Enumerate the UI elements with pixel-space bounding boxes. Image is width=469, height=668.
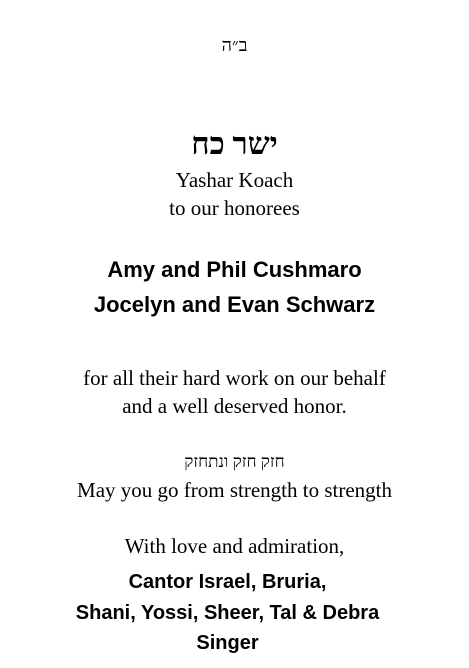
closing-line: With love and admiration,: [124, 534, 345, 558]
signature-line: Shani, Yossi, Sheer, Tal & Debra: [75, 602, 380, 624]
english-title: Yashar Koach: [175, 168, 294, 192]
bh-abbreviation: ב״ה: [221, 35, 248, 55]
signature-line: Cantor Israel, Bruria,: [128, 571, 327, 593]
signature-line: Singer: [196, 632, 259, 654]
honoree-line: Jocelyn and Evan Schwarz: [93, 292, 376, 317]
hebrew-blessing: חזק חזק ונתחזק: [184, 452, 285, 471]
message-line: for all their hard work on our behalf: [83, 366, 386, 390]
subtitle: to our honorees: [169, 196, 300, 220]
english-blessing: May you go from strength to strength: [77, 478, 392, 502]
message-line: and a well deserved honor.: [122, 394, 347, 418]
honoree-line: Amy and Phil Cushmaro: [107, 257, 362, 282]
hebrew-title: ישר כח: [191, 126, 278, 161]
